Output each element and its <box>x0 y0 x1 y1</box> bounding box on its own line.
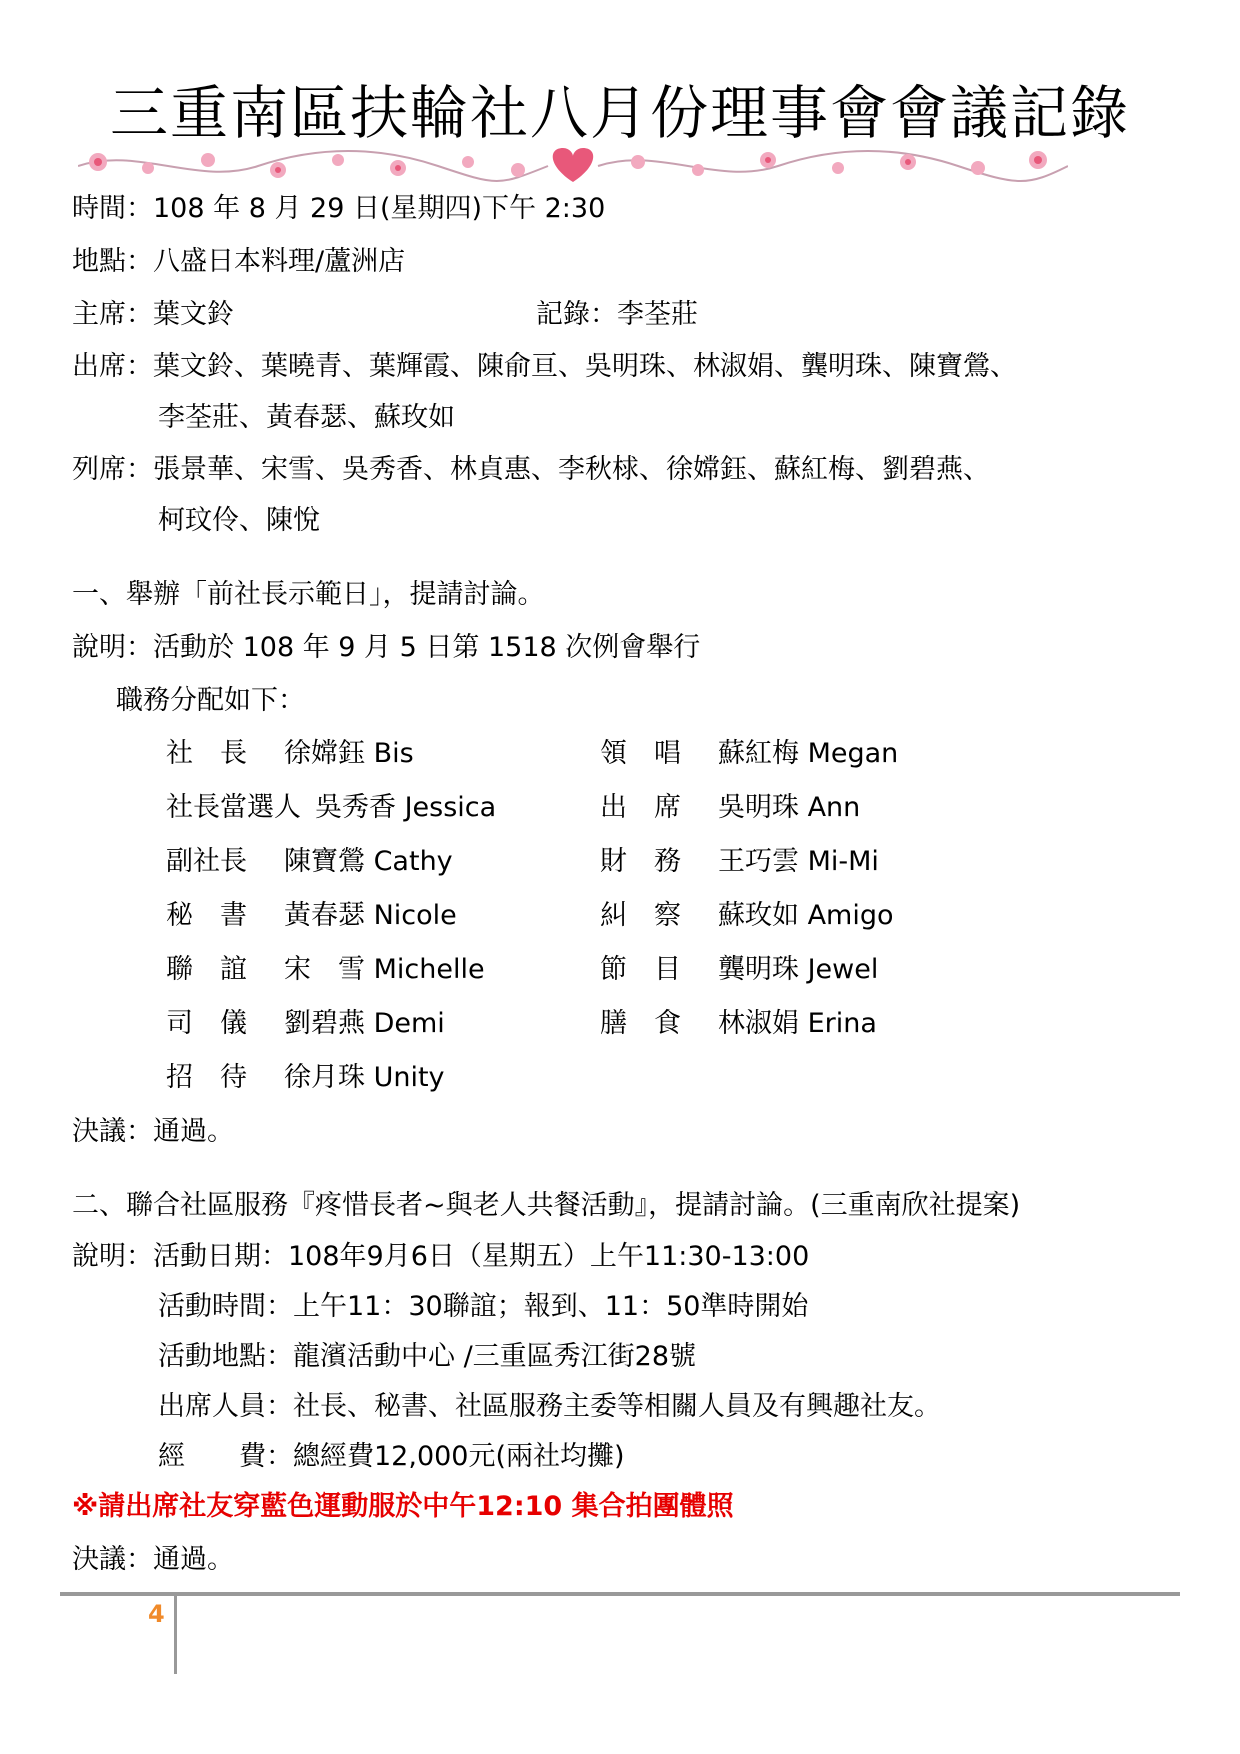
duty-row <box>166 1007 445 1041</box>
duty-row <box>166 845 453 879</box>
duty-person: 吳明珠 Ann <box>718 792 861 823</box>
item2-people-line: 出席人員：社長、秘書、社區服務主委等相關人員及有興趣社友。 <box>158 1391 941 1422</box>
meeting-chair: 主席：葉文鈴 <box>72 299 234 330</box>
footer-rule <box>60 1592 1180 1596</box>
duty-role: 出 席 <box>600 792 681 823</box>
item1-explanation: 說明：活動於 108 年 9 月 5 日第 1518 次例會舉行 <box>72 632 701 663</box>
duty-row <box>600 953 878 987</box>
footer-vertical-rule <box>174 1594 177 1674</box>
attendees-line-2: 李荃莊、黃春瑟、蘇玫如 <box>158 402 455 433</box>
duty-row <box>166 1061 445 1095</box>
duty-role: 領 唱 <box>600 738 681 769</box>
meeting-time: 時間：108 年 8 月 29 日(星期四)下午 2:30 <box>72 193 606 224</box>
duty-role: 節 目 <box>600 954 681 985</box>
duty-row <box>600 737 898 771</box>
duty-role: 膳 食 <box>600 1008 681 1039</box>
duty-role: 副社長 <box>166 846 247 877</box>
meeting-recorder: 記錄：李荃莊 <box>536 299 698 330</box>
duty-person: 林淑娟 Erina <box>718 1008 877 1039</box>
item1-heading: 一、舉辦「前社長示範日」，提請討論。 <box>72 579 545 610</box>
duty-row <box>166 737 414 771</box>
duty-person: 吳秀香 Jessica <box>315 792 497 823</box>
duty-person: 蘇紅梅 Megan <box>718 738 899 769</box>
duty-person: 龔明珠 Jewel <box>718 954 879 985</box>
duty-row <box>166 899 457 933</box>
duty-row <box>166 953 485 987</box>
duty-person: 徐月珠 Unity <box>284 1062 445 1093</box>
observers-line-1: 列席：張景華、宋雪、吳秀香、林貞惠、李秋梂、徐嫦鈺、蘇紅梅、劉碧燕、 <box>72 454 990 485</box>
duty-row <box>600 899 894 933</box>
attendees-line-1: 出席：葉文鈴、葉曉青、葉輝霞、陳俞亘、吳明珠、林淑娟、龔明珠、陳寶鶯、 <box>72 351 1017 382</box>
duty-role: 司 儀 <box>166 1008 247 1039</box>
document-title: 三重南區扶輪社八月份理事會會議記錄 <box>109 79 1130 147</box>
duty-row <box>600 1007 877 1041</box>
meeting-place: 地點：八盛日本料理/蘆洲店 <box>72 246 406 277</box>
item2-time-line: 活動時間：上午11：30聯誼；報到、11：50準時開始 <box>158 1291 809 1322</box>
item2-date-line: 說明：活動日期：108年9月6日（星期五）上午11:30-13:00 <box>72 1241 810 1272</box>
duty-role: 招 待 <box>166 1062 247 1093</box>
floral-divider-ornament <box>78 142 1068 190</box>
duty-person: 蘇玫如 Amigo <box>718 900 894 931</box>
duty-person: 陳寶鶯 Cathy <box>284 846 453 877</box>
duty-role: 財 務 <box>600 846 681 877</box>
duty-row <box>166 791 496 825</box>
duty-role: 秘 書 <box>166 900 247 931</box>
item1-resolution: 決議：通過。 <box>72 1116 234 1147</box>
duty-person: 宋 雪 Michelle <box>284 954 485 985</box>
item2-fee-line: 經 費：總經費12,000元(兩社均攤) <box>158 1441 625 1472</box>
duties-intro: 職務分配如下： <box>116 685 305 716</box>
observers-line-2: 柯玟伶、陳悅 <box>158 505 320 536</box>
item2-notice: ※請出席社友穿藍色運動服於中午12:10 集合拍團體照 <box>72 1491 734 1522</box>
duty-role: 糾 察 <box>600 900 681 931</box>
duty-person: 王巧雲 Mi-Mi <box>718 846 879 877</box>
duty-role: 聯 誼 <box>166 954 247 985</box>
item2-place-line: 活動地點：龍濱活動中心 /三重區秀江街28號 <box>158 1341 697 1372</box>
duty-person: 黃春瑟 Nicole <box>284 900 457 931</box>
duty-person: 徐嫦鈺 Bis <box>284 738 414 769</box>
item2-heading: 二、聯合社區服務『疼惜長者~與老人共餐活動』，提請討論。(三重南欣社提案) <box>72 1190 1021 1221</box>
duty-row <box>600 791 860 825</box>
duty-role: 社 長 <box>166 738 247 769</box>
duty-person: 劉碧燕 Demi <box>284 1008 445 1039</box>
page-number: 4 <box>148 1600 165 1628</box>
duty-role: 社長當選人 <box>166 792 301 823</box>
heart-icon <box>553 148 593 182</box>
duty-row <box>600 845 879 879</box>
item2-resolution: 決議：通過。 <box>72 1544 234 1575</box>
